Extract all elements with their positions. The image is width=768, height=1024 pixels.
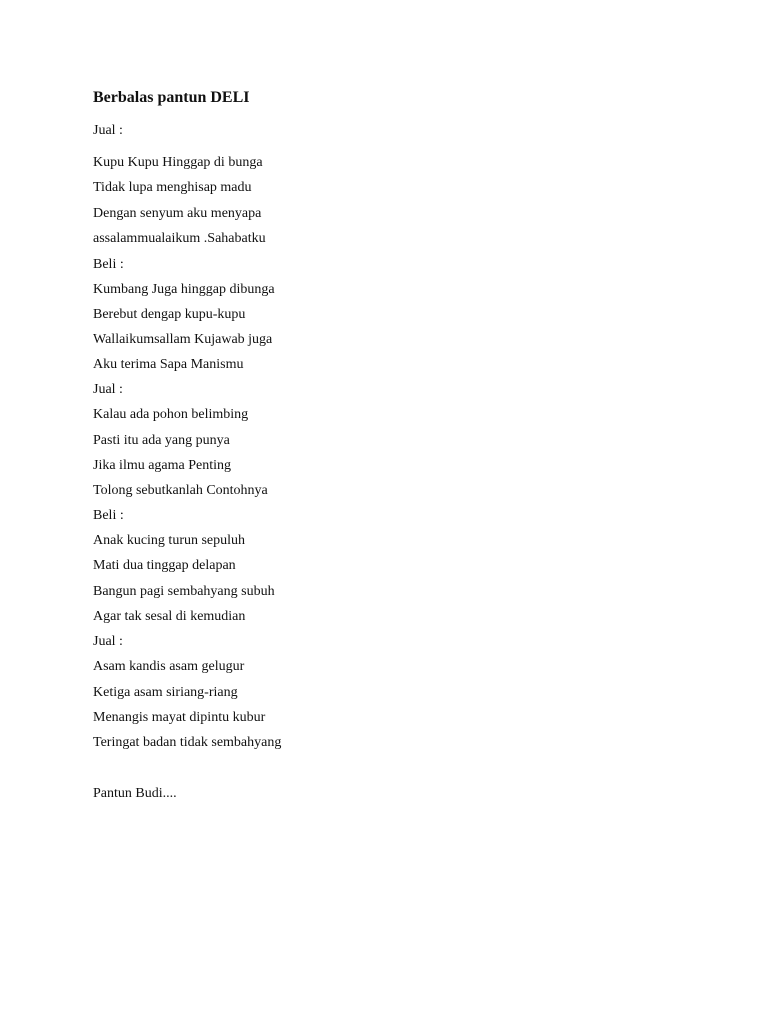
pantun-line: Agar tak sesal di kemudian [93,609,246,624]
pantun-line: Kalau ada pohon belimbing [93,407,249,422]
pantun-line: Asam kandis asam gelugur [93,659,245,674]
pantun-line: Teringat badan tidak sembahyang [93,735,282,750]
pantun-line: Dengan senyum aku menyapa [93,206,262,221]
pantun-line: Bangun pagi sembahyang subuh [93,584,275,599]
pantun-line: Wallaikumsallam Kujawab juga [93,332,273,347]
pantun-line: Menangis mayat dipintu kubur [93,710,266,725]
pantun-line: Tolong sebutkanlah Contohnya [93,483,268,498]
pantun-line: Pasti itu ada yang punya [93,433,230,448]
intro-label: Jual : [93,123,123,138]
pantun-line: Aku terima Sapa Manismu [93,357,244,372]
pantun-line: Mati dua tinggap delapan [93,558,236,573]
speaker-label: Jual : [93,382,123,397]
speaker-label: Beli : [93,508,124,523]
pantun-line: Ketiga asam siriang-riang [93,685,238,700]
speaker-label: Jual : [93,634,123,649]
pantun-line: Anak kucing turun sepuluh [93,533,246,548]
pantun-line: Kumbang Juga hinggap dibunga [93,282,275,297]
document-title: Berbalas pantun DELI [93,89,250,106]
pantun-line: Tidak lupa menghisap madu [93,180,252,195]
closing-line: Pantun Budi.... [93,786,177,801]
pantun-line: assalammualaikum .Sahabatku [93,231,266,246]
pantun-line: Jika ilmu agama Penting [93,458,232,473]
pantun-line: Berebut dengap kupu-kupu [93,307,246,322]
pantun-line: Kupu Kupu Hinggap di bunga [93,155,263,170]
speaker-label: Beli : [93,257,124,272]
